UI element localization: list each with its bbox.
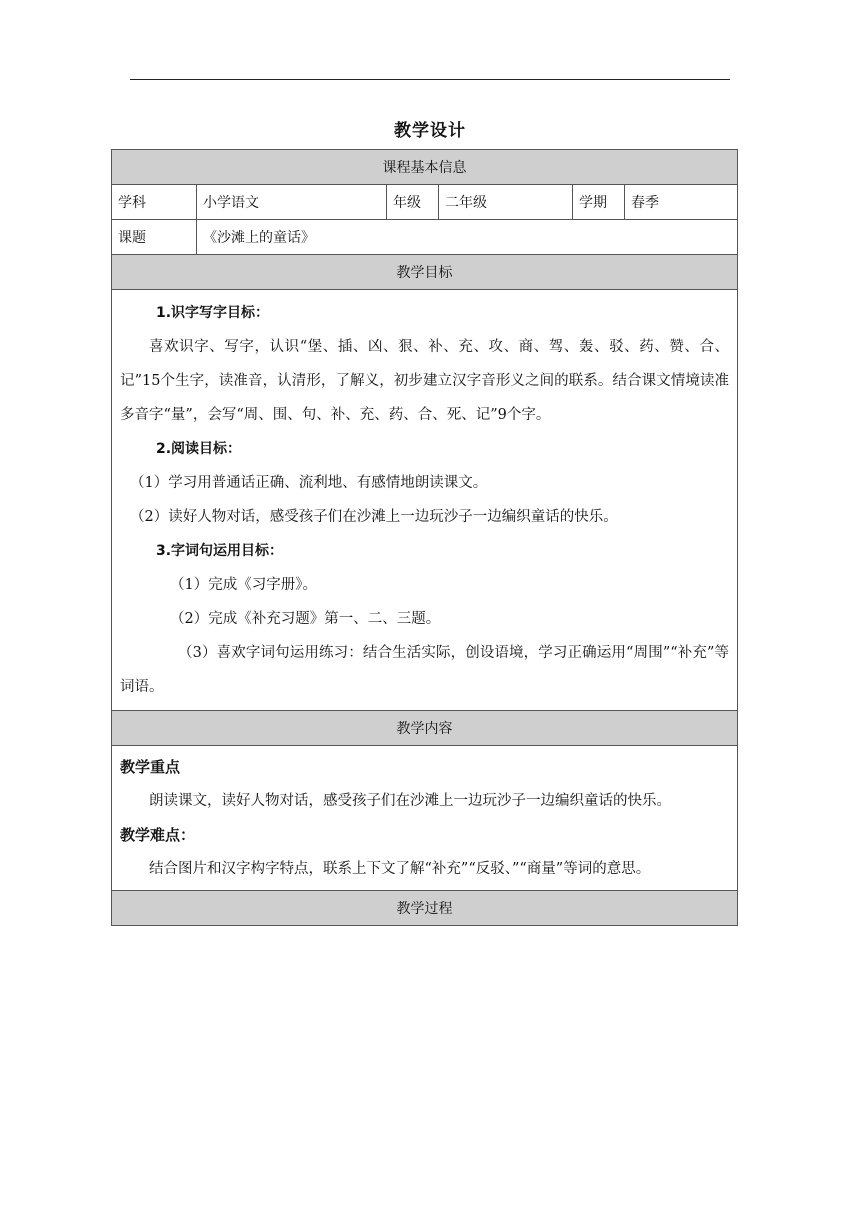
document-title: 教学设计 (394, 121, 466, 141)
grade-label: 年级 (387, 185, 439, 220)
difficulty-text: 结合图片和汉字构字特点，联系上下文了解“补充”“反驳、”“商量”等词的意思。 (149, 861, 651, 877)
subject-value: 小学语文 (197, 185, 387, 220)
difficulty-label: 教学难点： (120, 826, 196, 844)
key-points-text: 朗读课文，读好人物对话，感受孩子们在沙滩上一边玩沙子一边编织童话的快乐。 (149, 793, 671, 809)
objective-usage-1: （1）完成《习字册》。 (170, 577, 317, 593)
lesson-plan-table (111, 149, 738, 926)
term-label: 学期 (573, 185, 625, 220)
grade-value: 二年级 (439, 185, 573, 220)
section-process: 教学过程 (112, 891, 738, 926)
section-objectives: 教学目标 (112, 255, 738, 290)
objective-reading-2: （2）读好人物对话，感受孩子们在沙滩上一边玩沙子一边编织童话的快乐。 (130, 509, 618, 525)
objective-reading-1: （1）学习用普通话正确、流利地、有感情地朗读课文。 (130, 475, 488, 491)
topic-value: 《沙滩上的童话》 (197, 220, 738, 255)
topic-label: 课题 (112, 220, 197, 255)
term-value: 春季 (625, 185, 738, 220)
objective-literacy-text: 喜欢识字、写字，认识“堡、插、凶、狠、补、充、攻、商、驾、轰、驳、药、赞、合、记”15个生字，读准音，认清形，了解义，初步建立汉字音形义之间的联系。结合课文情境读准多音字“量”，会写“周、围、句、补、充、药、合、死、记”9个字。 (120, 339, 730, 423)
section-basic-info: 课程基本信息 (112, 150, 738, 185)
objective-heading-reading: 2.阅读目标： (156, 441, 242, 457)
subject-label: 学科 (112, 185, 197, 220)
header-rule (130, 79, 730, 80)
section-content: 教学内容 (112, 711, 738, 746)
objective-usage-2: （2）完成《补充习题》第一、二、三题。 (170, 611, 441, 627)
content-body (112, 746, 738, 891)
topic-row (112, 220, 738, 255)
key-points-label: 教学重点 (120, 758, 181, 776)
objective-usage-3: （3）喜欢字词句运用练习：结合生活实际，创设语境，学习正确运用“周围”“补充”等词语。 (120, 645, 730, 695)
objectives-body (112, 290, 738, 711)
meta-row (112, 185, 738, 220)
objective-heading-literacy: 1.识字写字目标： (156, 305, 270, 321)
objective-heading-usage: 3.字词句运用目标： (156, 543, 284, 559)
